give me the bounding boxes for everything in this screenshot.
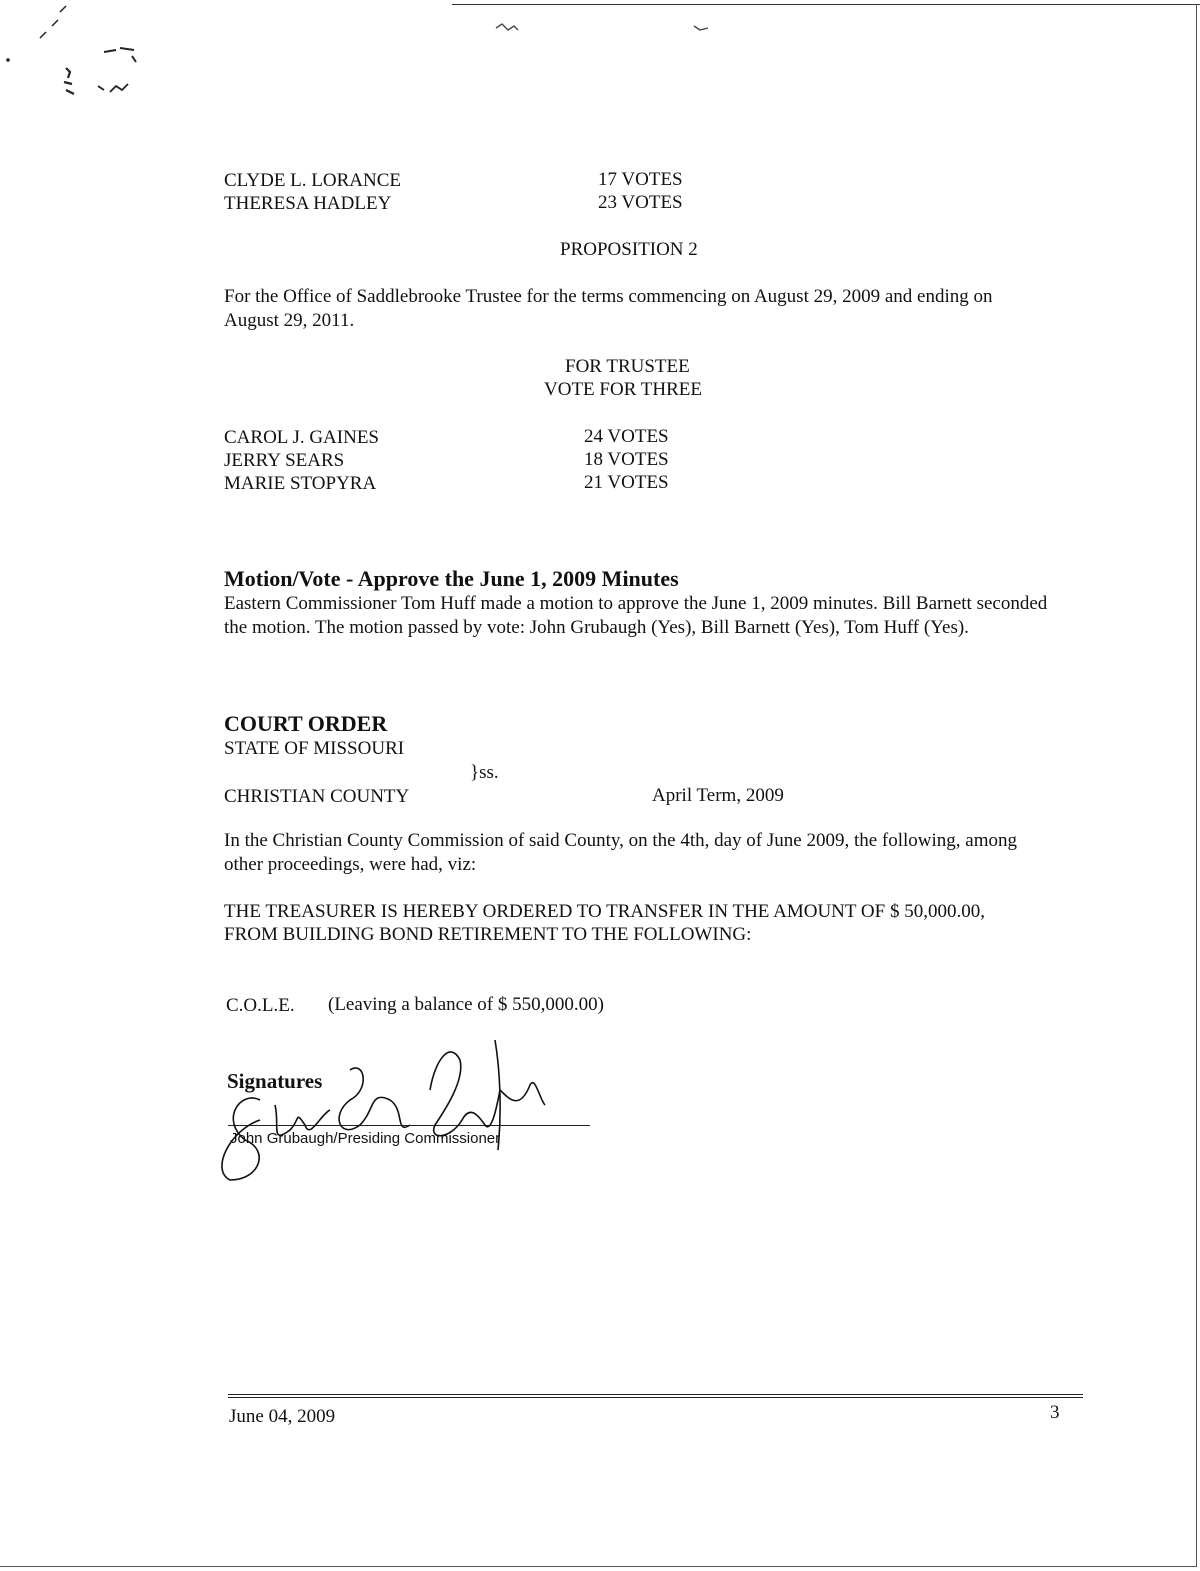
- fund-name: C.O.L.E.: [226, 995, 295, 1016]
- signatures-heading: Signatures: [227, 1069, 323, 1093]
- candidate-votes: 24 VOTES: [584, 426, 669, 447]
- order-line: FROM BUILDING BOND RETIREMENT TO THE FOLLOWING:: [224, 924, 752, 945]
- candidate-votes: 18 VOTES: [584, 449, 669, 470]
- candidate-name: JERRY SEARS: [224, 450, 345, 471]
- candidate-name: THERESA HADLEY: [224, 193, 392, 214]
- ss-label: }ss.: [470, 762, 499, 783]
- court-order-heading: COURT ORDER: [224, 711, 388, 736]
- court-order-intro: In the Christian County Commission of said County, on the 4th, day of June 2009, the following, among other proceedings, were had, viz:: [224, 830, 1018, 875]
- scan-speckles: [0, 0, 1200, 120]
- candidate-name: CLYDE L. LORANCE: [224, 170, 402, 191]
- term-label: April Term, 2009: [652, 785, 784, 806]
- signer-caption: John Grubaugh/Presiding Commissioner: [230, 1130, 501, 1147]
- state-label: STATE OF MISSOURI: [224, 738, 405, 759]
- county-label: CHRISTIAN COUNTY: [224, 786, 410, 807]
- footer-rule: [228, 1397, 1083, 1398]
- motion-body: Eastern Commissioner Tom Huff made a motion to approve the June 1, 2009 minutes. Bill Barnett seconded the motion. The motion passed by vote: John Grubaugh (Yes), Bill Barnett (Yes), Tom Huff (Yes).: [224, 593, 1048, 638]
- candidate-votes: 23 VOTES: [598, 192, 683, 213]
- fund-balance: (Leaving a balance of $ 550,000.00): [328, 994, 604, 1015]
- scan-border-bottom: [0, 1566, 1197, 1567]
- vote-for-three-heading: VOTE FOR THREE: [544, 379, 702, 400]
- candidate-name: MARIE STOPYRA: [224, 473, 377, 494]
- motion-heading: Motion/Vote - Approve the June 1, 2009 Minutes: [224, 566, 679, 591]
- order-line: THE TREASURER IS HEREBY ORDERED TO TRANSFER IN THE AMOUNT OF $ 50,000.00,: [224, 901, 985, 922]
- page-number: 3: [1050, 1402, 1060, 1423]
- candidate-votes: 21 VOTES: [584, 472, 669, 493]
- proposition-description: For the Office of Saddlebrooke Trustee for the terms commencing on August 29, 2009 and ending on August 29, 2011.: [224, 286, 993, 331]
- candidate-votes: 17 VOTES: [598, 169, 683, 190]
- handwritten-signature: [200, 1030, 560, 1190]
- proposition-title: PROPOSITION 2: [560, 239, 698, 260]
- footer-rule: [228, 1394, 1083, 1395]
- trustee-heading: FOR TRUSTEE: [565, 356, 690, 377]
- scan-border-right: [1196, 4, 1197, 1567]
- footer-date: June 04, 2009: [229, 1406, 336, 1427]
- candidate-name: CAROL J. GAINES: [224, 427, 379, 448]
